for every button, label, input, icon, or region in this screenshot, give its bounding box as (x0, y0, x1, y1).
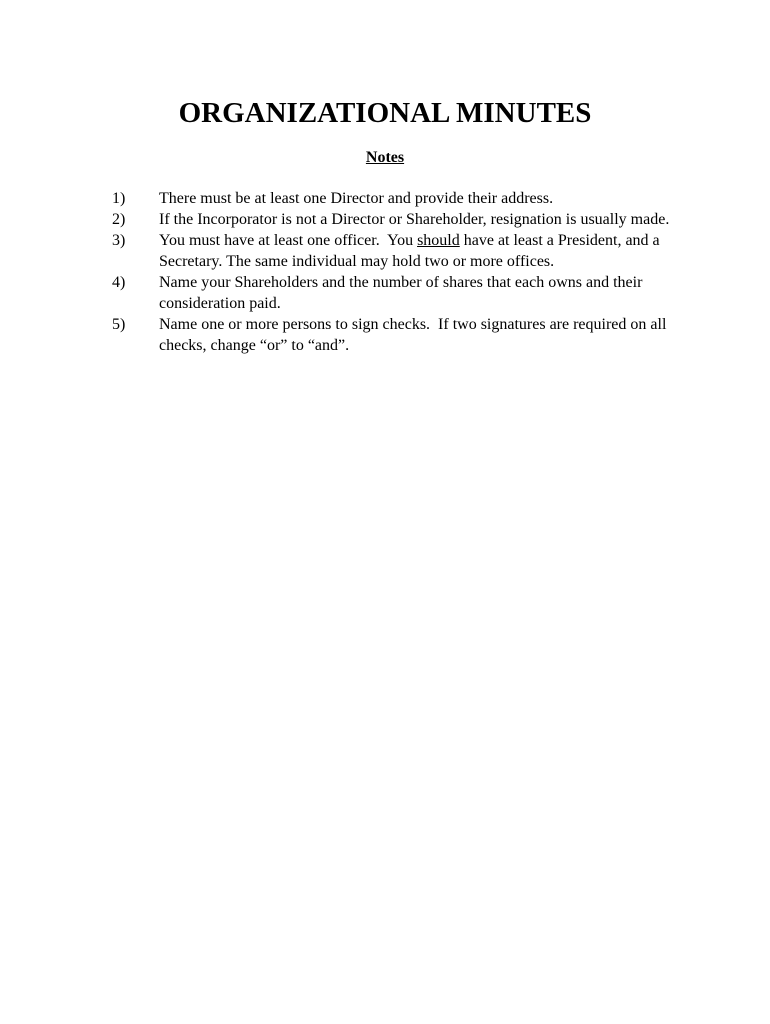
note-text: Name your Shareholders and the number of shares that each owns and their consideration paid. (159, 274, 643, 312)
note-number: 1) (112, 190, 126, 207)
notes-heading: Notes (365, 149, 405, 166)
note-item (112, 188, 692, 209)
note-text-part: You must have at least one officer. You (159, 232, 418, 249)
note-number: 3) (112, 232, 126, 249)
page-title: ORGANIZATIONAL MINUTES (178, 97, 592, 129)
notes-list (112, 188, 692, 356)
note-text (159, 230, 692, 272)
note-text-part: have at least a President, and a Secretary. The same individual may hold two or more offices. (159, 232, 660, 270)
note-number: 5) (112, 316, 126, 333)
note-text: There must be at least one Director and provide their address. (159, 190, 554, 207)
note-text: Name one or more persons to sign checks. If two signatures are required on all checks, change “or” to “and”. (159, 316, 671, 354)
note-item (112, 209, 692, 230)
emphasis-text: should (417, 232, 460, 249)
note-number: 2) (112, 211, 126, 228)
note-number: 4) (112, 274, 126, 291)
note-item (112, 272, 692, 314)
note-item (112, 314, 692, 356)
note-text: If the Incorporator is not a Director or Shareholder, resignation is usually made. (159, 211, 670, 228)
note-item (112, 230, 692, 272)
